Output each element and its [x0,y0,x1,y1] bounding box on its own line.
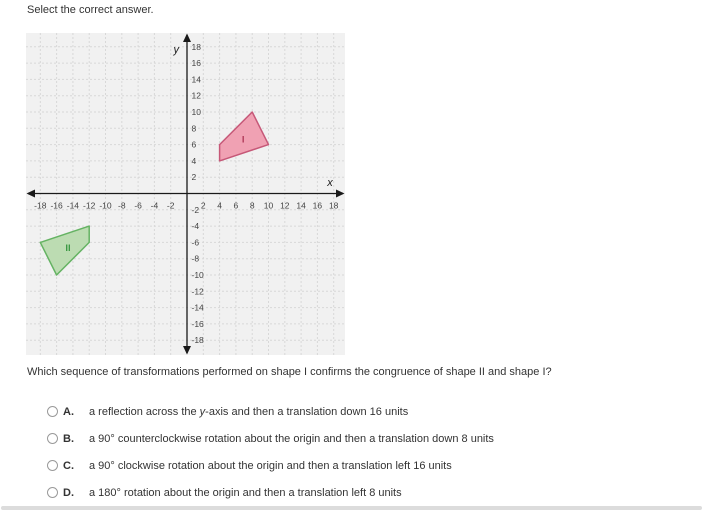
instruction-text: Select the correct answer. [27,4,154,16]
option-a-letter: A. [63,405,74,418]
svg-text:-10: -10 [99,200,112,211]
svg-text:14: 14 [296,200,306,211]
coordinate-plane [26,33,345,355]
option-d-radio[interactable] [47,487,58,498]
option-d-text: a 180° rotation about the origin and then a translation left 8 units [89,486,402,499]
svg-text:y: y [173,44,179,56]
option-row-a[interactable] [47,398,494,425]
svg-text:-14: -14 [66,200,80,211]
svg-text:-2: -2 [191,204,200,215]
svg-text:-2: -2 [166,200,175,211]
option-b-text: a 90° counterclockwise rotation about the origin and then a translation down 8 units [89,432,494,445]
svg-text:x: x [327,177,333,189]
option-row-b[interactable] [47,425,494,452]
svg-text:-14: -14 [191,302,204,313]
svg-text:14: 14 [191,74,201,85]
option-a-radio[interactable] [47,406,58,417]
svg-text:-16: -16 [50,200,63,211]
coordinate-grid [26,33,345,355]
svg-text:-18: -18 [34,200,47,211]
svg-text:-12: -12 [83,200,96,211]
option-row-c[interactable] [47,452,494,479]
svg-text:-10: -10 [191,270,204,280]
svg-text:-4: -4 [150,200,159,211]
svg-text:16: 16 [191,58,201,69]
svg-text:8: 8 [191,123,197,134]
svg-text:4: 4 [217,200,222,211]
svg-text:18: 18 [328,200,339,211]
options-list [47,398,494,506]
svg-text:-18: -18 [191,335,204,346]
option-b-radio[interactable] [47,433,58,444]
svg-text:6: 6 [191,139,197,150]
svg-text:-8: -8 [118,200,126,211]
svg-text:-16: -16 [191,318,204,329]
option-a-text: a reflection across the y-axis and then a translation down 16 units [89,405,409,418]
svg-text:4: 4 [191,155,197,166]
option-b-letter: B. [63,432,74,445]
svg-text:8: 8 [249,200,255,211]
svg-text:10: 10 [263,200,274,211]
svg-text:-12: -12 [191,286,204,297]
shape-II-label: II [65,242,71,254]
option-c-letter: C. [63,459,74,472]
shape-I-label: I [241,134,245,146]
svg-text:-8: -8 [191,253,200,264]
svg-text:2: 2 [191,172,197,183]
option-row-d[interactable] [47,479,494,506]
svg-text:16: 16 [312,200,323,211]
svg-text:-4: -4 [191,221,200,232]
question-text: Which sequence of transformations performed on shape I confirms the congruence of shape II and shape I? [27,366,552,378]
svg-text:12: 12 [280,200,290,211]
svg-text:10: 10 [191,107,201,117]
svg-text:-6: -6 [191,237,200,248]
svg-text:-6: -6 [134,200,142,211]
footer-divider [1,506,702,510]
option-c-text: a 90° clockwise rotation about the origin and then a translation left 16 units [89,459,452,472]
svg-text:18: 18 [191,41,201,52]
svg-text:12: 12 [191,90,201,101]
svg-text:2: 2 [200,200,206,211]
option-d-letter: D. [63,486,74,499]
svg-text:6: 6 [233,200,239,211]
option-c-radio[interactable] [47,460,58,471]
